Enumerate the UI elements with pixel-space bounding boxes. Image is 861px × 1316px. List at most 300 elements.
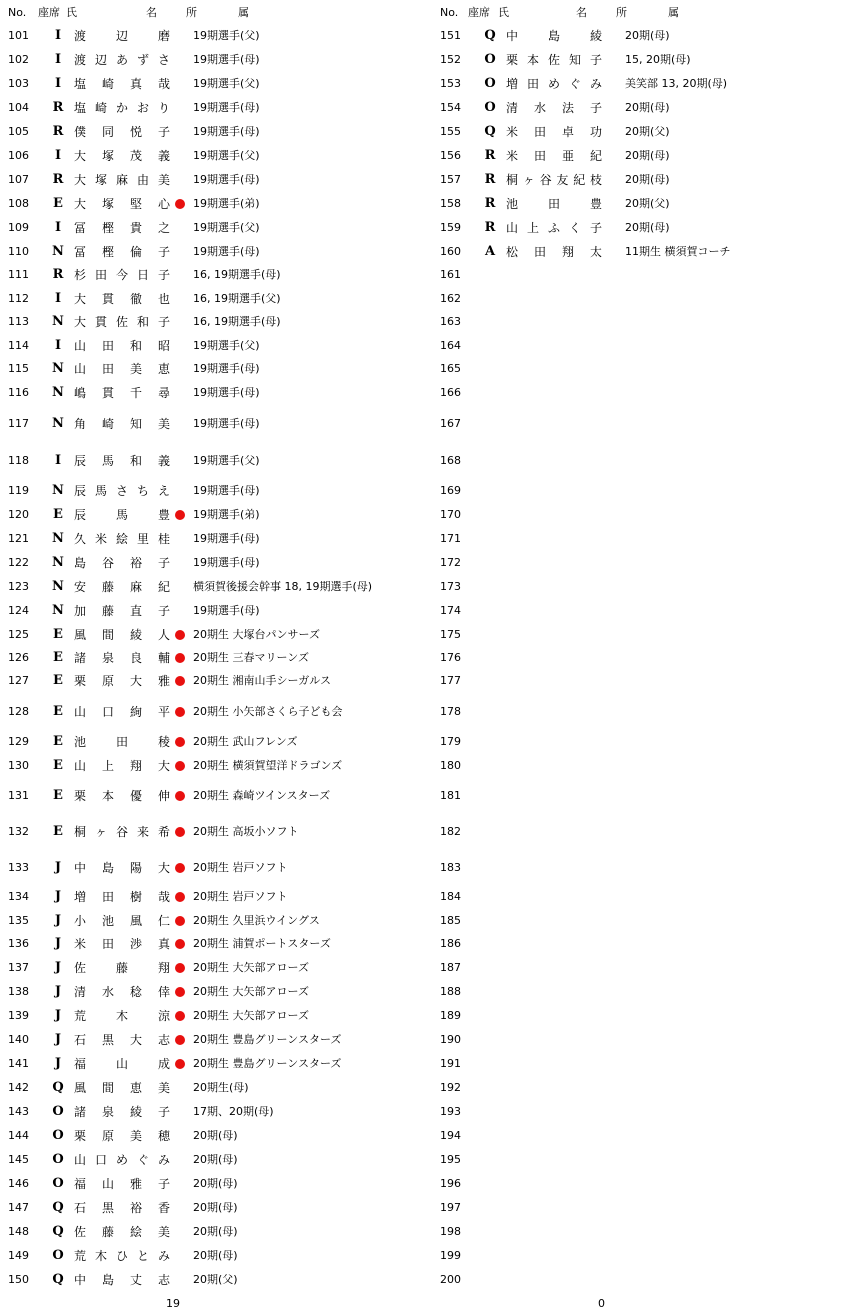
row-number: 198: [440, 1225, 461, 1238]
affiliation: 20期(父): [625, 197, 670, 210]
person-name: 小 池 風 仁: [74, 914, 170, 928]
roster-row: [440, 703, 850, 721]
row-number: 101: [8, 29, 29, 42]
affiliation: 11期生 横須賀コーチ: [625, 245, 731, 258]
seat-letter: N: [52, 244, 64, 259]
roster-row: [8, 823, 418, 841]
row-number: 197: [440, 1201, 461, 1214]
row-number: 161: [440, 268, 461, 281]
roster-row: [440, 27, 850, 45]
header-sho: 所: [616, 6, 627, 19]
row-number: 136: [8, 937, 29, 950]
footer-count-right: 0: [598, 1297, 605, 1310]
roster-row: [440, 912, 850, 930]
roster-row: [440, 506, 850, 524]
person-name: 栗 本 佐 知 子: [506, 53, 602, 67]
person-name: 清 水 稔 倖: [74, 985, 170, 999]
seat-letter: E: [53, 734, 63, 749]
roster-row: [440, 888, 850, 906]
row-number: 148: [8, 1225, 29, 1238]
row-number: 195: [440, 1153, 461, 1166]
roster-row: [8, 888, 418, 906]
row-number: 153: [440, 77, 461, 90]
affiliation: 19期選手(母): [193, 604, 260, 617]
roster-row: [440, 959, 850, 977]
roster-row: [8, 733, 418, 751]
person-name: 山 上 翔 大: [74, 759, 170, 773]
person-name: 僕 同 悦 子: [74, 125, 170, 139]
affiliation: 20期(父): [625, 125, 670, 138]
seat-letter: N: [52, 579, 64, 594]
seat-letter: E: [53, 650, 63, 665]
person-name: 加 藤 直 子: [74, 604, 170, 618]
seat-letter: E: [53, 704, 63, 719]
row-number: 146: [8, 1177, 29, 1190]
roster-row: [440, 290, 850, 308]
seat-letter: E: [53, 788, 63, 803]
roster-row: [440, 313, 850, 331]
row-number: 174: [440, 604, 461, 617]
row-number: 158: [440, 197, 461, 210]
person-name: 大 塚 堅 心: [74, 197, 170, 211]
row-number: 137: [8, 961, 29, 974]
seat-letter: O: [52, 1128, 64, 1143]
red-dot-icon: [175, 827, 185, 837]
person-name: 米 田 卓 功: [506, 125, 602, 139]
red-dot-icon: [175, 630, 185, 640]
red-dot-icon: [175, 707, 185, 717]
affiliation: 20期生 大塚台パンサーズ: [193, 628, 320, 641]
seat-letter: R: [484, 220, 496, 235]
person-name: 福 山 雅 子: [74, 1177, 170, 1191]
person-name: 桐 ヶ 谷 来 希: [74, 825, 170, 839]
row-number: 170: [440, 508, 461, 521]
roster-row: [440, 384, 850, 402]
row-number: 133: [8, 861, 29, 874]
row-number: 115: [8, 362, 29, 375]
row-number: 159: [440, 221, 461, 234]
seat-letter: E: [53, 758, 63, 773]
person-name: 塩 崎 か お り: [74, 101, 170, 115]
affiliation: 19期選手(父): [193, 339, 260, 352]
row-number: 164: [440, 339, 461, 352]
row-number: 123: [8, 580, 29, 593]
roster-row: [8, 578, 418, 596]
affiliation: 19期選手(父): [193, 454, 260, 467]
person-name: 栗 原 大 雅: [74, 674, 170, 688]
roster-row: [8, 1199, 418, 1217]
affiliation: 20期生 三春マリーンズ: [193, 651, 309, 664]
roster-row: [8, 313, 418, 331]
red-dot-icon: [175, 791, 185, 801]
affiliation: 20期生 浦賀ポートスターズ: [193, 937, 331, 950]
row-number: 181: [440, 789, 461, 802]
row-number: 141: [8, 1057, 29, 1070]
roster-row: [8, 703, 418, 721]
person-name: 風 間 恵 美: [74, 1081, 170, 1095]
seat-letter: R: [52, 124, 64, 139]
red-dot-icon: [175, 987, 185, 997]
roster-row: [8, 672, 418, 690]
person-name: 杉 田 今 日 子: [74, 268, 170, 282]
seat-letter: E: [53, 627, 63, 642]
row-number: 110: [8, 245, 29, 258]
person-name: 山 口 め ぐ み: [74, 1153, 170, 1167]
row-number: 142: [8, 1081, 29, 1094]
red-dot-icon: [175, 963, 185, 973]
row-number: 157: [440, 173, 461, 186]
roster-row: [440, 195, 850, 213]
roster-row: [440, 243, 850, 261]
affiliation: 19期選手(父): [193, 221, 260, 234]
header-shi: 氏: [66, 6, 77, 19]
roster-row: [440, 1055, 850, 1073]
roster-row: [8, 1103, 418, 1121]
row-number: 163: [440, 315, 461, 328]
roster-row: [440, 1127, 850, 1145]
row-number: 118: [8, 454, 29, 467]
roster-row: [8, 337, 418, 355]
roster-row: [440, 1199, 850, 1217]
roster-row: [8, 123, 418, 141]
seat-letter: N: [52, 531, 64, 546]
roster-row: [440, 51, 850, 69]
person-name: 角 崎 知 美: [74, 417, 170, 431]
seat-letter: I: [54, 220, 62, 235]
roster-row: [440, 649, 850, 667]
affiliation: 20期生 横須賀望洋ドラゴンズ: [193, 759, 343, 772]
seat-letter: E: [53, 507, 63, 522]
row-number: 187: [440, 961, 461, 974]
row-number: 149: [8, 1249, 29, 1262]
row-number: 147: [8, 1201, 29, 1214]
row-number: 199: [440, 1249, 461, 1262]
roster-row: [8, 626, 418, 644]
affiliation: 19期選手(父): [193, 29, 260, 42]
person-name: 荒 木 涼: [74, 1009, 170, 1023]
row-number: 143: [8, 1105, 29, 1118]
affiliation: 19期選手(母): [193, 101, 260, 114]
row-number: 200: [440, 1273, 461, 1286]
affiliation: 20期生 久里浜ウイングス: [193, 914, 320, 927]
roster-row: [440, 1271, 850, 1289]
row-number: 176: [440, 651, 461, 664]
seat-letter: J: [54, 913, 62, 928]
roster-row: [8, 554, 418, 572]
roster-row: [8, 1007, 418, 1025]
row-number: 191: [440, 1057, 461, 1070]
affiliation: 20期(母): [193, 1249, 238, 1262]
person-name: 辰 馬 さ ち え: [74, 484, 170, 498]
row-number: 196: [440, 1177, 461, 1190]
roster-row: [440, 1103, 850, 1121]
roster-row: [8, 482, 418, 500]
roster-row: [8, 384, 418, 402]
affiliation: 19期選手(父): [193, 77, 260, 90]
seat-letter: I: [54, 338, 62, 353]
row-number: 113: [8, 315, 29, 328]
seat-letter: J: [54, 984, 62, 999]
seat-letter: Q: [52, 1272, 64, 1287]
roster-row: [8, 147, 418, 165]
person-name: 冨 樫 倫 子: [74, 245, 170, 259]
seat-letter: J: [54, 860, 62, 875]
header-mei: 名: [146, 6, 157, 19]
roster-row: [8, 1151, 418, 1169]
affiliation: 20期(母): [625, 173, 670, 186]
red-dot-icon: [175, 737, 185, 747]
roster-row: [440, 266, 850, 284]
roster-row: [440, 859, 850, 877]
header-no: No.: [440, 6, 459, 19]
person-name: 荒 木 ひ と み: [74, 1249, 170, 1263]
row-number: 169: [440, 484, 461, 497]
affiliation: 17期、20期(母): [193, 1105, 274, 1118]
seat-letter: I: [54, 291, 62, 306]
affiliation: 19期選手(母): [193, 125, 260, 138]
affiliation: 20期生 高坂小ソフト: [193, 825, 299, 838]
row-number: 120: [8, 508, 29, 521]
person-name: 松 田 翔 太: [506, 245, 602, 259]
seat-letter: O: [52, 1104, 64, 1119]
roster-row: [440, 530, 850, 548]
roster-row: [8, 959, 418, 977]
affiliation: 20期生 岩戸ソフト: [193, 861, 288, 874]
row-number: 186: [440, 937, 461, 950]
roster-row: [440, 415, 850, 433]
row-number: 168: [440, 454, 461, 467]
roster-row: [440, 983, 850, 1001]
affiliation: 19期選手(母): [193, 484, 260, 497]
header-zoku: 属: [238, 6, 249, 19]
header-sho: 所: [186, 6, 197, 19]
person-name: 中 島 陽 大: [74, 861, 170, 875]
person-name: 中 島 丈 志: [74, 1273, 170, 1287]
row-number: 107: [8, 173, 29, 186]
row-number: 132: [8, 825, 29, 838]
row-number: 194: [440, 1129, 461, 1142]
red-dot-icon: [175, 761, 185, 771]
row-number: 177: [440, 674, 461, 687]
seat-letter: R: [484, 172, 496, 187]
red-dot-icon: [175, 1011, 185, 1021]
affiliation: 20期(母): [625, 101, 670, 114]
seat-letter: N: [52, 361, 64, 376]
row-number: 165: [440, 362, 461, 375]
seat-letter: N: [52, 483, 64, 498]
row-number: 124: [8, 604, 29, 617]
seat-letter: O: [484, 100, 496, 115]
roster-row: [8, 506, 418, 524]
row-number: 179: [440, 735, 461, 748]
roster-row: [440, 147, 850, 165]
person-name: 清 水 法 子: [506, 101, 602, 115]
roster-row: [8, 1223, 418, 1241]
row-number: 151: [440, 29, 461, 42]
roster-row: [440, 360, 850, 378]
person-name: 増 田 樹 哉: [74, 890, 170, 904]
person-name: 山 田 美 恵: [74, 362, 170, 376]
person-name: 大 貫 徹 也: [74, 292, 170, 306]
seat-letter: N: [52, 385, 64, 400]
affiliation: 19期選手(母): [193, 417, 260, 430]
roster-row: [8, 1247, 418, 1265]
roster-row: [440, 672, 850, 690]
seat-letter: I: [54, 453, 62, 468]
roster-row: [8, 171, 418, 189]
affiliation: 20期(父): [193, 1273, 238, 1286]
row-number: 108: [8, 197, 29, 210]
person-name: 久 米 絵 里 桂: [74, 532, 170, 546]
row-number: 188: [440, 985, 461, 998]
row-number: 122: [8, 556, 29, 569]
red-dot-icon: [175, 892, 185, 902]
row-number: 183: [440, 861, 461, 874]
seat-letter: R: [52, 100, 64, 115]
row-number: 129: [8, 735, 29, 748]
affiliation: 20期生(母): [193, 1081, 249, 1094]
seat-letter: J: [54, 1056, 62, 1071]
roster-row: [8, 290, 418, 308]
roster-row: [440, 626, 850, 644]
affiliation: 美笑部 13, 20期(母): [625, 77, 728, 90]
row-number: 145: [8, 1153, 29, 1166]
roster-row: [440, 733, 850, 751]
red-dot-icon: [175, 863, 185, 873]
person-name: 嶋 貫 千 尋: [74, 386, 170, 400]
seat-letter: I: [54, 148, 62, 163]
affiliation: 19期選手(父): [193, 149, 260, 162]
seat-letter: O: [484, 76, 496, 91]
header-seat: 座席: [468, 6, 490, 19]
seat-letter: R: [52, 172, 64, 187]
affiliation: 20期(母): [193, 1177, 238, 1190]
roster-row: [440, 99, 850, 117]
roster-row: [8, 243, 418, 261]
person-name: 中 島 綾: [506, 29, 602, 43]
affiliation: 19期選手(弟): [193, 508, 260, 521]
row-number: 139: [8, 1009, 29, 1022]
row-number: 180: [440, 759, 461, 772]
row-number: 102: [8, 53, 29, 66]
row-number: 192: [440, 1081, 461, 1094]
roster-row: [8, 1175, 418, 1193]
affiliation: 20期(母): [193, 1225, 238, 1238]
roster-row: [440, 1151, 850, 1169]
person-name: 渡 辺 磨: [74, 29, 170, 43]
seat-letter: J: [54, 889, 62, 904]
affiliation: 20期(母): [625, 221, 670, 234]
roster-row: [8, 649, 418, 667]
row-number: 178: [440, 705, 461, 718]
seat-letter: J: [54, 960, 62, 975]
affiliation: 16, 19期選手(父): [193, 292, 281, 305]
affiliation: 20期生 岩戸ソフト: [193, 890, 288, 903]
row-number: 172: [440, 556, 461, 569]
seat-letter: N: [52, 314, 64, 329]
roster-row: [8, 757, 418, 775]
roster-row: [8, 1055, 418, 1073]
roster-row: [440, 1031, 850, 1049]
row-number: 140: [8, 1033, 29, 1046]
person-name: 福 山 成: [74, 1057, 170, 1071]
person-name: 安 藤 麻 紀: [74, 580, 170, 594]
row-number: 116: [8, 386, 29, 399]
roster-row: [440, 452, 850, 470]
row-number: 119: [8, 484, 29, 497]
roster-row: [440, 123, 850, 141]
roster-row: [440, 1007, 850, 1025]
roster-row: [440, 1175, 850, 1193]
row-number: 127: [8, 674, 29, 687]
row-number: 109: [8, 221, 29, 234]
header-seat: 座席: [38, 6, 60, 19]
roster-row: [440, 602, 850, 620]
roster-row: [440, 935, 850, 953]
roster-row: [8, 602, 418, 620]
seat-letter: J: [54, 936, 62, 951]
seat-letter: Q: [52, 1080, 64, 1095]
row-number: 114: [8, 339, 29, 352]
red-dot-icon: [175, 676, 185, 686]
affiliation: 15, 20期(母): [625, 53, 691, 66]
person-name: 石 黒 大 志: [74, 1033, 170, 1047]
seat-letter: J: [54, 1008, 62, 1023]
seat-letter: O: [52, 1248, 64, 1263]
roster-row: [440, 554, 850, 572]
seat-letter: J: [54, 1032, 62, 1047]
row-number: 117: [8, 417, 29, 430]
header-no: No.: [8, 6, 27, 19]
red-dot-icon: [175, 916, 185, 926]
roster-row: [8, 530, 418, 548]
roster-row: [8, 266, 418, 284]
person-name: 石 黒 裕 香: [74, 1201, 170, 1215]
affiliation: 20期生 豊島グリーンスターズ: [193, 1057, 342, 1070]
roster-row: [8, 1079, 418, 1097]
row-number: 111: [8, 268, 29, 281]
row-number: 189: [440, 1009, 461, 1022]
affiliation: 16, 19期選手(母): [193, 268, 281, 281]
roster-row: [8, 27, 418, 45]
seat-letter: R: [484, 148, 496, 163]
header-shi: 氏: [498, 6, 509, 19]
row-number: 103: [8, 77, 29, 90]
affiliation: 19期選手(母): [193, 556, 260, 569]
roster-row: [8, 360, 418, 378]
row-number: 175: [440, 628, 461, 641]
row-number: 106: [8, 149, 29, 162]
row-number: 166: [440, 386, 461, 399]
affiliation: 20期(母): [193, 1201, 238, 1214]
affiliation: 20期生 大矢部アローズ: [193, 1009, 309, 1022]
row-number: 104: [8, 101, 29, 114]
row-number: 167: [440, 417, 461, 430]
affiliation: 19期選手(弟): [193, 197, 260, 210]
seat-letter: N: [52, 416, 64, 431]
affiliation: 20期(母): [625, 29, 670, 42]
person-name: 冨 樫 貴 之: [74, 221, 170, 235]
row-number: 150: [8, 1273, 29, 1286]
row-number: 125: [8, 628, 29, 641]
roster-row: [8, 75, 418, 93]
seat-letter: R: [484, 196, 496, 211]
person-name: 桐 ヶ 谷 友 紀 枝: [506, 173, 602, 187]
row-number: 171: [440, 532, 461, 545]
affiliation: 19期選手(母): [193, 532, 260, 545]
person-name: 池 田 稜: [74, 735, 170, 749]
roster-row: [8, 415, 418, 433]
